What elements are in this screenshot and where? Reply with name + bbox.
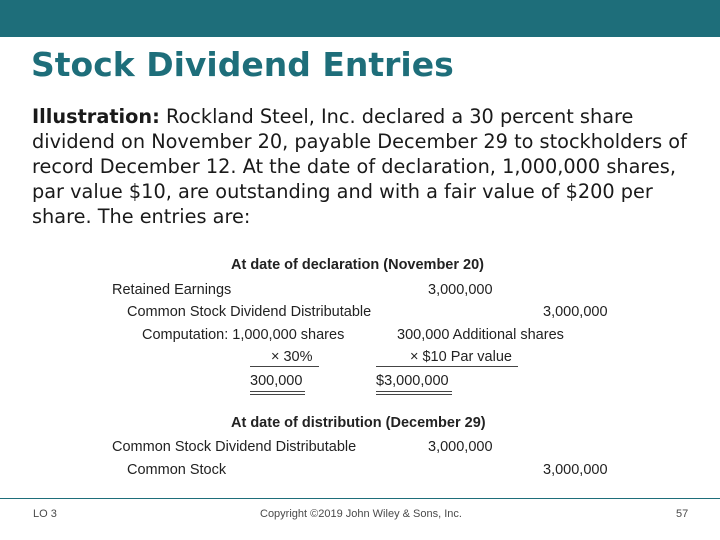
additional-underline (376, 366, 518, 367)
declaration-credit-amount: 3,000,000 (543, 304, 608, 320)
declaration-credit-account: Common Stock Dividend Distributable (127, 304, 372, 320)
additional-result: $3,000,000 (376, 373, 449, 389)
illustration-text: Rockland Steel, Inc. declared a 30 percent share dividend on November 20, payable December 29 to stockholders of record December 12. At the date of declaration, 1,000,000 shares, par value $10, are outstanding and with a fair value of $200 per share. The entries are: (32, 105, 687, 228)
page-number: 57 (676, 508, 689, 520)
additional-shares-label: 300,000 Additional shares (397, 327, 564, 343)
declaration-header: At date of declaration (November 20) (231, 257, 484, 273)
computation-multiplier: × 30% (271, 349, 313, 365)
additional-double-underline-2 (376, 394, 452, 395)
distribution-credit-amount: 3,000,000 (543, 462, 608, 478)
distribution-credit-account: Common Stock (127, 462, 227, 478)
additional-double-underline-1 (376, 391, 452, 392)
declaration-debit-account: Retained Earnings (112, 282, 232, 298)
top-bar (0, 0, 720, 37)
computation-result: 300,000 (250, 373, 303, 389)
copyright-text: Copyright ©2019 John Wiley & Sons, Inc. (260, 508, 462, 520)
learning-objective: LO 3 (33, 508, 57, 520)
computation-double-underline-2 (250, 394, 305, 395)
declaration-debit-amount: 3,000,000 (428, 282, 493, 298)
distribution-debit-account: Common Stock Dividend Distributable (112, 439, 357, 455)
illustration-paragraph (32, 104, 692, 229)
footer-divider (0, 498, 720, 499)
distribution-debit-amount: 3,000,000 (428, 439, 493, 455)
computation-label: Computation: 1,000,000 shares (142, 327, 345, 343)
illustration-label: Illustration: (32, 105, 160, 128)
computation-double-underline-1 (250, 391, 305, 392)
additional-multiplier: × $10 Par value (410, 349, 512, 365)
slide-title: Stock Dividend Entries (31, 45, 454, 84)
computation-underline (250, 366, 319, 367)
distribution-header: At date of distribution (December 29) (231, 415, 486, 431)
